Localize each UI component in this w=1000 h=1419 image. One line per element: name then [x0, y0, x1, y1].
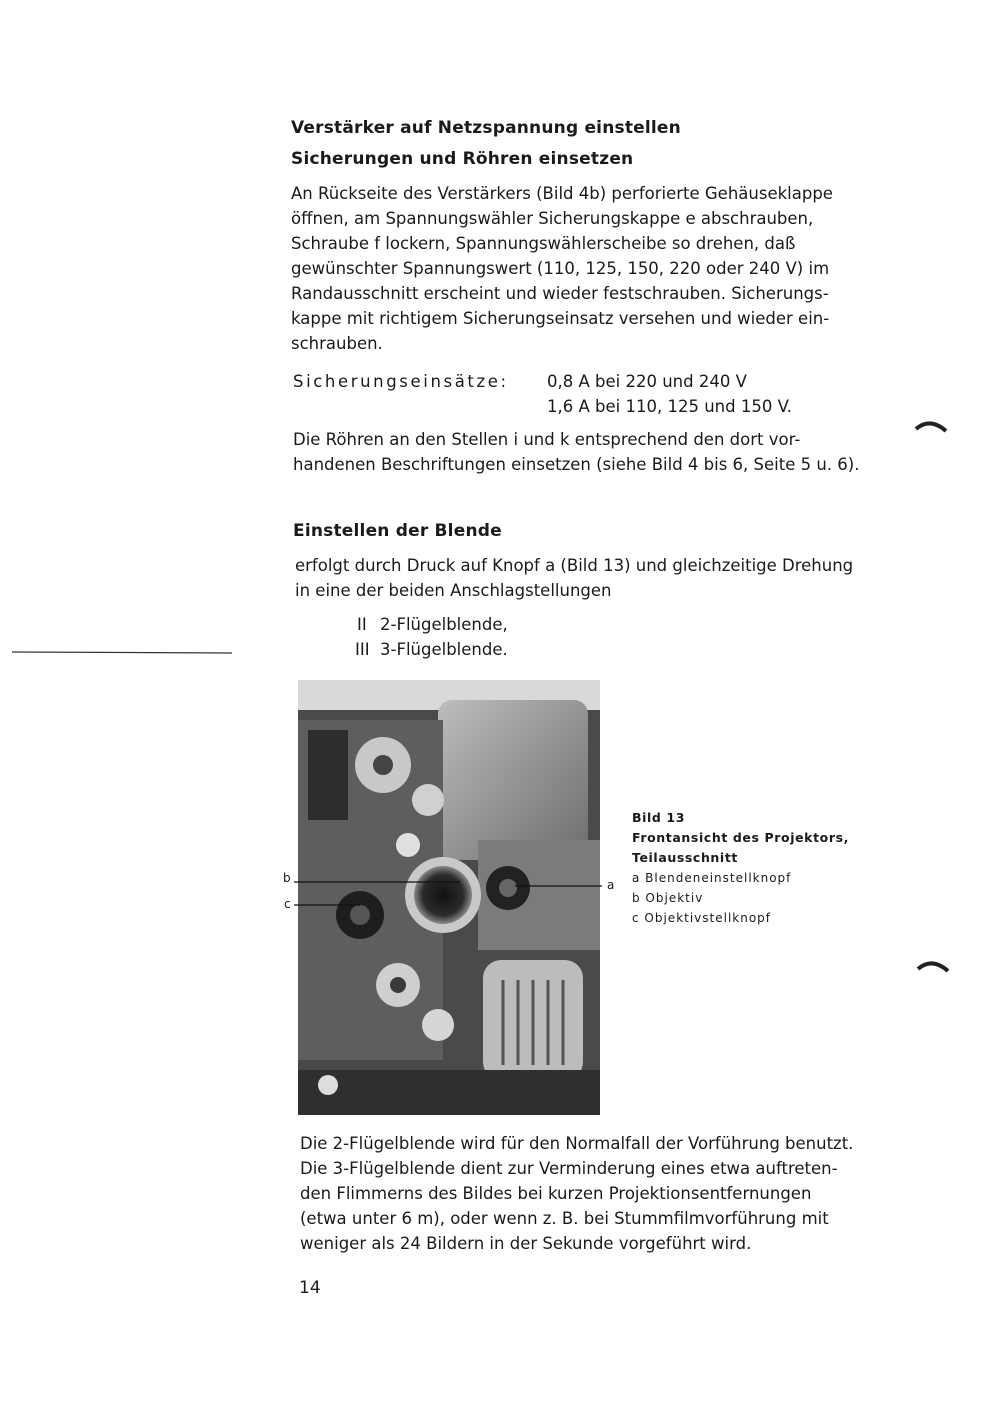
caption-item: a Blendeneinstellknopf — [632, 871, 792, 885]
option-numeral-iii: III — [355, 640, 370, 659]
caption-title: Bild 13 — [632, 810, 685, 825]
heading-blende: Einstellen der Blende — [293, 521, 502, 541]
option-text-3-fluegel: 3-Flügelblende. — [380, 640, 508, 659]
text-line: den Flimmerns des Bildes bei kurzen Projektionsentfernungen — [300, 1184, 812, 1203]
paragraph-blende — [295, 553, 907, 603]
text-line: gewünschter Spannungswert (110, 125, 150, 220 oder 240 V) im — [291, 259, 830, 278]
text-line: öffnen, am Spannungswähler Sicherungskappe e abschrauben, — [291, 209, 814, 228]
text-line: in eine der beiden Anschlagstellungen — [295, 581, 612, 600]
text-line: Randausschnitt erscheint und wieder festschrauben. Sicherungs- — [291, 284, 829, 303]
fuse-value-2: 1,6 A bei 110, 125 und 150 V. — [547, 397, 792, 416]
paragraph-fluegelblende — [300, 1131, 912, 1256]
text-line: Die 3-Flügelblende dient zur Verminderung eines etwa auftreten- — [300, 1159, 838, 1178]
caption-item: c Objektivstellknopf — [632, 911, 772, 925]
scan-mark — [912, 415, 952, 437]
option-numeral-ii: II — [357, 615, 367, 634]
heading-sicherungen: Sicherungen und Röhren einsetzen — [291, 149, 634, 169]
text-line: Die 2-Flügelblende wird für den Normalfall der Vorführung benutzt. — [300, 1134, 854, 1153]
figure-label-b: b — [283, 871, 291, 885]
text-line: schrauben. — [291, 334, 383, 353]
caption-title: Teilausschnitt — [632, 850, 738, 865]
caption-item: b Objektiv — [632, 891, 704, 905]
caption-title: Frontansicht des Projektors, — [632, 830, 849, 845]
text-line: (etwa unter 6 m), oder wenn z. B. bei Stummfilmvorführung mit — [300, 1209, 829, 1228]
heading-netzspannung: Verstärker auf Netzspannung einstellen — [291, 118, 681, 138]
figure-label-c: c — [284, 897, 291, 911]
paragraph-roehren — [293, 427, 905, 477]
scan-mark — [914, 955, 954, 977]
text-line: An Rückseite des Verstärkers (Bild 4b) perforierte Gehäuseklappe — [291, 184, 833, 203]
text-line: kappe mit richtigem Sicherungseinsatz versehen und wieder ein- — [291, 309, 830, 328]
text-line: Schraube f lockern, Spannungswählerscheibe so drehen, daß — [291, 234, 796, 253]
fuse-label: Sicherungseinsätze: — [293, 372, 509, 391]
fuse-value-1: 0,8 A bei 220 und 240 V — [547, 372, 747, 391]
figure-label-a: a — [607, 878, 615, 892]
text-line: weniger als 24 Bildern in der Sekunde vorgeführt wird. — [300, 1234, 752, 1253]
scan-artifact-line — [10, 648, 235, 658]
text-line: Die Röhren an den Stellen i und k entsprechend den dort vor- — [293, 430, 801, 449]
page-number: 14 — [299, 1278, 321, 1298]
text-line: handenen Beschriftungen einsetzen (siehe Bild 4 bis 6, Seite 5 u. 6). — [293, 455, 860, 474]
figure-caption — [632, 808, 849, 928]
figure-leader-lines — [290, 870, 615, 920]
paragraph-netzspannung — [291, 181, 905, 356]
option-text-2-fluegel: 2-Flügelblende, — [380, 615, 508, 634]
text-line: erfolgt durch Druck auf Knopf a (Bild 13) und gleichzeitige Drehung — [295, 556, 854, 575]
